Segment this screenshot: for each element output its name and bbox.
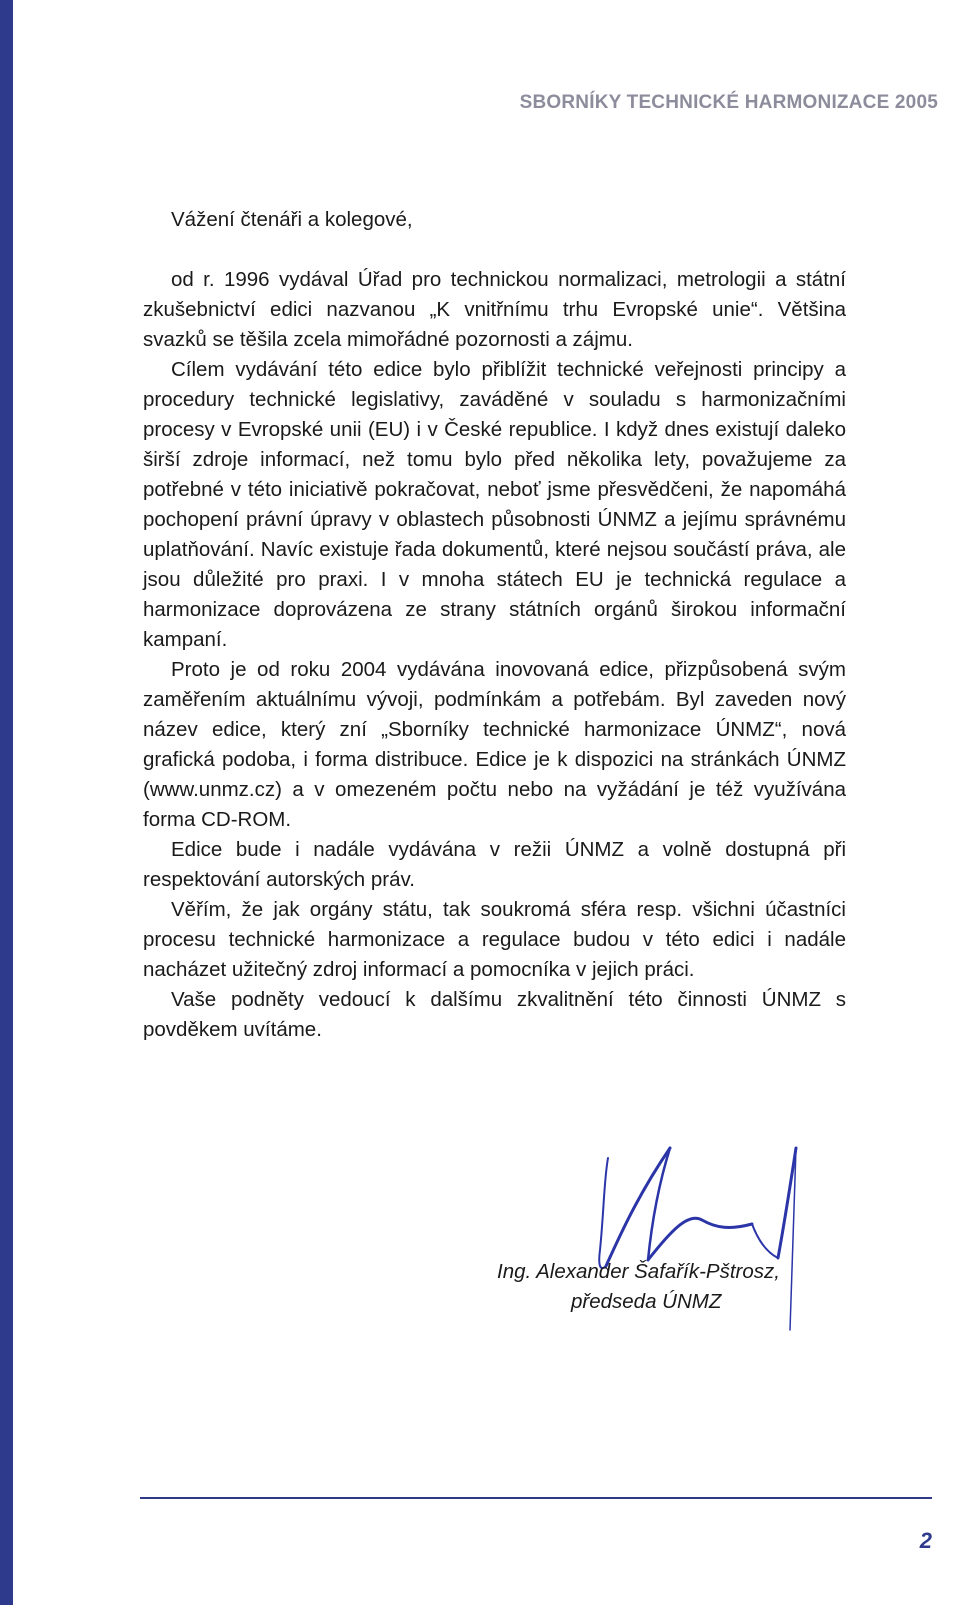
left-accent-bar [0,0,13,1605]
page-number: 2 [919,1528,932,1553]
letter-body [143,205,846,1045]
paragraph-belief: Věřím, že jak orgány státu, tak soukromá sféra resp. všichni účastníci procesu technické harmonizace a regulace budou v této edici i nadále nacházet užitečný zdroj informací a pomocníka v jejich práci. [143,898,846,981]
signature-block [460,1120,860,1340]
letter-greeting: Vážení čtenáři a kolegové, [171,208,413,231]
running-header: SBORNÍKY TECHNICKÉ HARMONIZACE 2005 [519,92,938,113]
signer-name: Ing. Alexander Šafařík-Pštrosz, [497,1260,780,1283]
signer-role: předseda ÚNMZ [571,1290,722,1313]
paragraph-purpose: Cílem vydávání této edice bylo přiblížit technické veřejnosti principy a procedury technické legislativy, zaváděné v souladu s harmonizačními procesy v Evropské unii (EU) i v České republice. I když dnes existují daleko širší zdroje informací, než tomu bylo před několika lety, považujeme za potřebné v této iniciativě pokračovat, neboť jsme přesvědčeni, že napomáhá pochopení právní úpravy v oblastech působnosti ÚNMZ a jejímu správnému uplatňování. Navíc existuje řada dokumentů, které nejsou součástí práva, ale jsou důležité pro praxi. I v mnoha státech EU je technická regulace a harmonizace doprovázena ze strany státních orgánů širokou informační kampaní. [143,358,846,651]
paragraph-feedback: Vaše podněty vedoucí k dalšímu zkvalitnění této činnosti ÚNMZ s povděkem uvítáme. [143,988,846,1041]
paragraph-new-edition: Proto je od roku 2004 vydávána inovovaná edice, přizpůsobená svým zaměřením aktuálnímu vývoji, podmínkám a potřebám. Byl zaveden nový název edice, který zní „Sborníky technické harmonizace ÚNMZ“, nová grafická podoba, i forma distribuce. Edice je k dispozici na stránkách ÚNMZ (www.unmz.cz) a v omezeném počtu nebo na vyžádání je též využívána forma CD-ROM. [143,658,846,831]
paragraph-history: od r. 1996 vydával Úřad pro technickou normalizaci, metrologii a státní zkušebnictví edici nazvanou „K vnitřnímu trhu Evropské unie“. Většina svazků se těšila zcela mimořádné pozornosti a zájmu. [143,268,846,351]
paragraph-availability: Edice bude i nadále vydávána v režii ÚNMZ a volně dostupná při respektování autorských práv. [143,838,846,891]
footer-divider [140,1497,932,1499]
